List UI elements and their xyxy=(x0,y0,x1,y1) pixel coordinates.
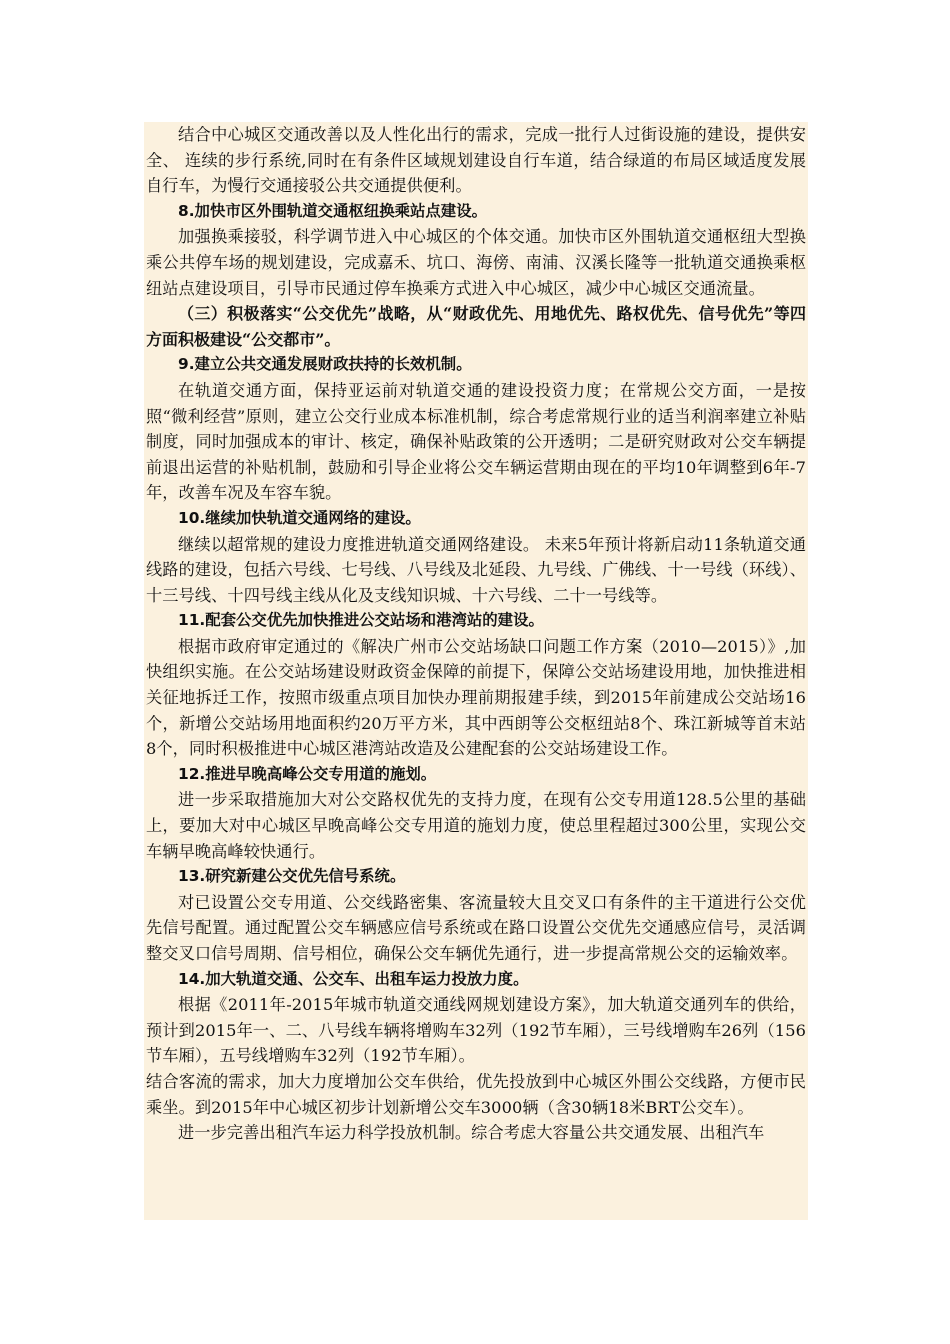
heading-11: 11.配套公交优先加快推进公交站场和港湾站的建设。 xyxy=(178,611,544,630)
paragraph-14-taxi: 进一步完善出租汽车运力科学投放机制。综合考虑大容量公共交通发展、出租汽车 xyxy=(178,1123,765,1143)
heading-10: 10.继续加快轨道交通网络的建设。 xyxy=(178,508,421,527)
paragraph-9: 在轨道交通方面，保持亚运前对轨道交通的建设投资力度；在常规公交方面，一是按照“微利经营”原则，建立公交行业成本标准机制，综合考虑常规行业的适当利润率建立补贴制度，同时加强成本的审计、核定，确保补贴政策的公开透明；二是研究财政对公交车辆提前退出运营的补贴机制，鼓励和引导企业将公交车辆运营期由现在的平均10年调整到6年-7年，改善车况及车容车貌。 xyxy=(146,380,806,503)
heading-9: 9.建立公共交通发展财政扶持的长效机制。 xyxy=(178,355,472,374)
heading-8: 8.加快市区外围轨道交通枢纽换乘站点建设。 xyxy=(178,201,487,220)
paragraph-13: 对已设置公交专用道、公交线路密集、客流量较大且交叉口有条件的主干道进行公交优先信号配置。通过配置公交车辆感应信号系统或在路口设置公交优先交通感应信号，灵活调整交叉口信号周期、信号相位，确保公交车辆优先通行，进一步提高常规公交的运输效率。 xyxy=(146,892,806,963)
paragraph-14-bus: 结合客流的需求，加大力度增加公交车供给，优先投放到中心城区外围公交线路，方便市民乘坐。到2015年中心城区初步计划新增公交车3000辆（含30辆18米BRT公交车）。 xyxy=(146,1071,806,1117)
paragraph-10: 继续以超常规的建设力度推进轨道交通网络建设。 未来5年预计将新启动11条轨道交通线路的建设，包括六号线、七号线、八号线及北延段、九号线、广佛线、十一号线（环线）、 十三号线、十四号线主线从化及支线知识城、十六号线、二十一号线等。 xyxy=(146,534,806,605)
paragraph-14-rail: 根据《2011年-2015年城市轨道交通线网规划建设方案》，加大轨道交通列车的供给，预计到2015年一、二、八号线车辆将增购车32列（192节车厢），三号线增购车26列（156节车厢），五号线增购车32列（192节车厢）。 xyxy=(146,995,806,1066)
heading-14: 14.加大轨道交通、公交车、出租车运力投放力度。 xyxy=(178,969,529,988)
paragraph-12: 进一步采取措施加大对公交路权优先的支持力度，在现有公交专用道128.5公里的基础上，要加大对中心城区早晚高峰公交专用道的施划力度，使总里程超过300公里，实现公交车辆早晚高峰较快通行。 xyxy=(146,790,806,861)
document-body xyxy=(144,122,808,1220)
heading-12: 12.推进早晚高峰公交专用道的施划。 xyxy=(178,764,437,783)
paragraph-pedestrian: 结合中心城区交通改善以及人性化出行的需求，完成一批行人过街设施的建设，提供安全、 连续的步行系统,同时在有条件区域规划建设自行车道，结合绿道的布局区域适度发展自行车，为慢行交通接驳公共交通提供便利。 xyxy=(146,125,806,196)
paragraph-11: 根据市政府审定通过的《解决广州市公交站场缺口问题工作方案（2010—2015）》,加快组织实施。在公交站场建设财政资金保障的前提下，保障公交站场建设用地，加快推进相关征地拆迁工作，按照市级重点项目加快办理前期报建手续，到2015年前建成公交站场16个，新增公交站场用地面积约20万平方米，其中西朗等公交枢纽站8个、珠江新城等首末站8个，同时积极推进中心城区港湾站改造及公建配套的公交站场建设工作。 xyxy=(146,636,806,759)
section-heading-3: （三）积极落实“公交优先”战略，从“财政优先、用地优先、路权优先、信号优先”等四方面积极建设“公交都市”。 xyxy=(146,304,806,349)
heading-13: 13.研究新建公交优先信号系统。 xyxy=(178,867,406,886)
paragraph-8: 加强换乘接驳，科学调节进入中心城区的个体交通。加快市区外围轨道交通枢纽大型换乘公共停车场的规划建设，完成嘉禾、坑口、海傍、南浦、汉溪长隆等一批轨道交通换乘枢纽站点建设项目，引导市民通过停车换乘方式进入中心城区，减少中心城区交通流量。 xyxy=(146,227,806,298)
